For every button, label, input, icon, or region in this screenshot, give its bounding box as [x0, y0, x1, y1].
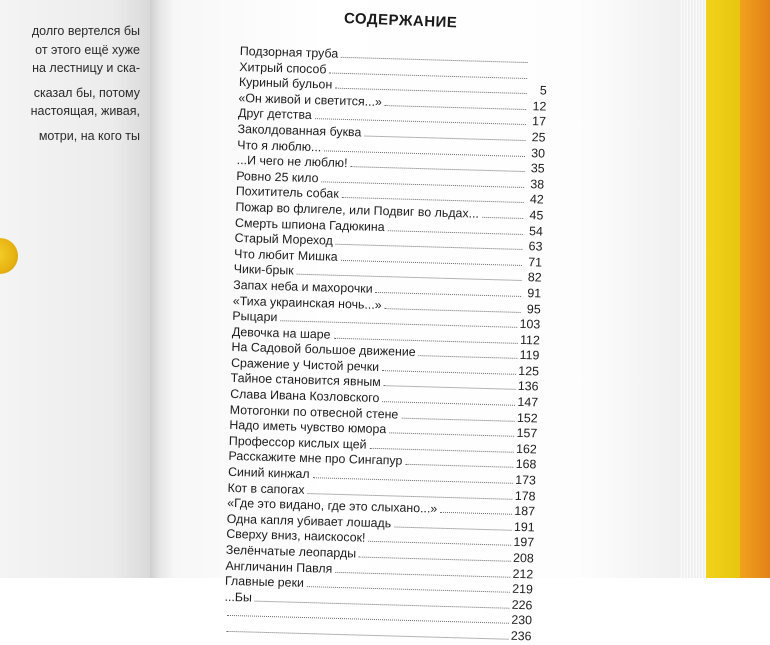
- toc-leader-dots: [389, 433, 514, 437]
- toc-entry-title: ...Бы: [224, 589, 253, 605]
- toc-entry-page: 45: [529, 208, 544, 223]
- toc-leader-dots: [333, 337, 518, 343]
- toc-entry-page: 91: [527, 286, 542, 301]
- toc-leader-dots: [385, 105, 527, 110]
- toc-entry-page: 119: [519, 348, 540, 363]
- toc-leader-dots: [401, 417, 515, 421]
- toc-leader-dots: [341, 260, 522, 266]
- toc-entry-title: «Он живой и светится...»: [238, 90, 383, 109]
- toc-entry-title: Мотогонки по отвесной стене: [229, 402, 399, 422]
- toc-entry-page: 168: [515, 457, 537, 472]
- toc-entry-title: Расскажите мне про Сингапур: [228, 449, 403, 469]
- toc-leader-dots: [419, 355, 518, 359]
- toc-entry-title: Хитрый способ: [239, 59, 327, 77]
- toc-entry-page: 178: [514, 488, 536, 504]
- toc-entry-title: Профессор кислых щей: [228, 433, 367, 452]
- toc-entry-page: [529, 79, 547, 80]
- toc-entry-page: 162: [515, 441, 537, 457]
- toc-entry-page: 54: [528, 223, 544, 239]
- toc-entry-page: 219: [512, 582, 534, 597]
- toc-entry-title: «Тиха украинская ночь...»: [232, 293, 382, 312]
- toc-entry-page: [530, 63, 548, 64]
- toc-entry-page: 236: [510, 628, 532, 644]
- toc-entry-page: 5: [539, 83, 548, 98]
- toc-leader-dots: [382, 401, 515, 406]
- toc-entry-title: Запах неба и махорочки: [233, 277, 373, 296]
- toc-entry-page: 152: [516, 410, 538, 426]
- toc-entry-page: 212: [512, 566, 534, 581]
- toc-entry-title: Одна капля убивает лошадь: [226, 511, 392, 531]
- cover-yellow-edge: [706, 0, 740, 578]
- toc-entry-title: Синий кинжал: [227, 464, 310, 482]
- toc-entry-title: «Где это видано, где это слыхано...»: [226, 496, 438, 516]
- toc-leader-dots: [364, 135, 525, 141]
- toc-leader-dots: [342, 197, 524, 203]
- toc-leader-dots: [440, 512, 512, 515]
- toc-entry-title: Пожар во флигеле, или Подвиг во льдах...: [235, 199, 480, 221]
- toc-leader-dots: [227, 631, 509, 640]
- left-line: от этого ещё хуже: [35, 42, 140, 57]
- toc-entry-page: 125: [518, 363, 540, 379]
- toc-entry-title: Ровно 25 кило: [236, 168, 319, 185]
- toc-entry-title: Друг детства: [237, 106, 312, 123]
- page-edges: [680, 0, 706, 578]
- toc-entry-title: Англичанин Павля: [225, 558, 333, 576]
- duck-illustration: [0, 238, 18, 274]
- toc-entry-title: Главные реки: [224, 573, 305, 591]
- toc-leader-dots: [384, 386, 516, 391]
- toc-entry-title: Зелёнчатые леопарды: [225, 542, 357, 561]
- toc-entry-page: 82: [527, 270, 542, 285]
- toc-leader-dots: [405, 464, 513, 468]
- toc-entry-page: 63: [528, 239, 543, 254]
- left-page: [0, 0, 150, 578]
- cover-orange-edge: [740, 0, 770, 578]
- toc-entry-title: Сражение у Чистой речки: [230, 355, 380, 374]
- toc-entry-page: 30: [531, 145, 546, 161]
- left-page-text: [0, 22, 140, 145]
- toc-entry-title: Чики-брык: [233, 262, 294, 278]
- toc-entry-title: На Садовой большое движение: [231, 340, 416, 360]
- left-line: на лестницу и ска-: [32, 61, 140, 75]
- toc-leader-dots: [341, 57, 528, 63]
- toc-title: СОДЕРЖАНИЕ: [343, 10, 458, 32]
- toc-entry-title: Надо иметь чувство юмора: [229, 418, 387, 437]
- toc-entry-page: 147: [517, 394, 539, 410]
- toc-leader-dots: [375, 292, 521, 297]
- toc-entry-page: 42: [529, 192, 544, 207]
- toc-leader-dots: [350, 166, 524, 172]
- toc-entry-page: 35: [530, 161, 545, 176]
- toc-entry-title: Сверху вниз, наискосок!: [226, 527, 366, 546]
- toc-leader-dots: [385, 308, 521, 313]
- left-line: настоящая, живая,: [30, 104, 140, 118]
- left-line: сказал бы, потому: [33, 85, 140, 100]
- toc-entry-page: 187: [514, 504, 536, 519]
- toc-leader-dots: [482, 217, 523, 219]
- toc-entry-title: Подзорная труба: [239, 44, 339, 61]
- toc-entry-title: Слава Ивана Козловского: [230, 386, 380, 406]
- toc-entry-page: 208: [512, 550, 534, 566]
- toc-entry-page: 25: [531, 130, 546, 145]
- toc-entry-page: 17: [531, 114, 547, 129]
- toc-entry-page: 197: [513, 535, 535, 550]
- toc-entry-page: 103: [519, 317, 541, 332]
- toc-leader-dots: [335, 88, 527, 94]
- toc-entry-title: Что любит Мишка: [233, 246, 338, 264]
- toc-entry-title: Девочка на шаре: [231, 324, 331, 342]
- book-gutter: [150, 0, 174, 578]
- toc-entry-title: Что я люблю...: [236, 137, 322, 154]
- toc-leader-dots: [369, 448, 514, 453]
- toc-entry-page: 112: [519, 332, 541, 348]
- toc-entry-title: Смерть шпиона Гадюкина: [234, 215, 385, 234]
- toc-entry-page: 226: [511, 597, 533, 613]
- toc-entry-page: 71: [528, 254, 543, 270]
- toc-entry-title: Рыцари: [232, 308, 278, 325]
- toc-leader-dots: [368, 541, 511, 546]
- toc-leader-dots: [394, 526, 512, 530]
- toc-entry-page: 230: [511, 613, 533, 628]
- toc-entry-page: 173: [515, 472, 537, 488]
- toc-entry-page: 95: [526, 301, 541, 316]
- toc-entry-title: Кот в сапогах: [227, 480, 305, 497]
- toc-leader-dots: [359, 557, 511, 562]
- toc-entry-title: ...И чего не люблю!: [236, 153, 348, 171]
- toc-entry-page: 38: [530, 176, 545, 192]
- toc-entry-page: 12: [532, 98, 547, 114]
- left-line: долго вертелся бы: [31, 24, 140, 38]
- toc-entry-page: 136: [517, 379, 539, 394]
- toc-entry-page: 191: [513, 519, 535, 535]
- toc-entry-title: Тайное становится явным: [230, 371, 382, 390]
- toc-leader-dots: [382, 370, 516, 375]
- toc-entry-title: Похититель собак: [235, 184, 339, 202]
- toc-entry-title: Заколдованная буква: [237, 121, 362, 140]
- toc-entry-title: Старый Мореход: [234, 231, 334, 248]
- toc-leader-dots: [335, 571, 510, 577]
- toc-entry-page: 157: [516, 426, 538, 441]
- toc-leader-dots: [388, 230, 523, 235]
- table-of-contents: [223, 44, 547, 645]
- toc-entry-title: Куриный бульон: [238, 75, 333, 92]
- left-line: мотри, на кого ты: [38, 128, 140, 143]
- toc-leader-dots: [336, 244, 523, 250]
